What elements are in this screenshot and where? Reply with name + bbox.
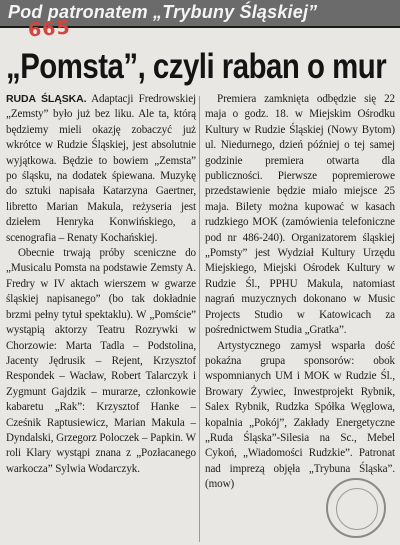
dateline: RUDA ŚLĄSKA. [6, 93, 87, 105]
article-column-left [6, 92, 196, 477]
library-stamp-icon [326, 478, 386, 538]
article-column-right [205, 92, 395, 493]
column-divider [199, 96, 200, 542]
paragraph: Premiera zamknięta odbędzie się 22 maja o godz. 18. w Miejskim Ośrodku Kultury w Rudzie Śląskiej (Nowy Bytom) ul. Niedurnego, dzień później o tej samej godzinie premiera otwarta dla publiczności. Pierwsze popremierowe przedstawienie będzie miało miejsce 25 maja. Bilety można kupować w kasach rudzkiego MOK (zamówienia telefoniczne pod nr 486-240). Organizatorem śląskiej „Pomsty” jest Wydział Kultury Urzędu Miejskiego, Miejski Ośrodek Kultury w Rudzie Śl., PPHU Makula, natomiast nagrań muzycznych dokonano w Music Projects Studio w Katowicach za pośrednictwem Studia „Gratka”. [205, 93, 395, 337]
article-headline: „Pomsta”, czyli raban o mur [6, 47, 387, 86]
banner-text: Pod patronatem „Trybuny Śląskiej” [8, 2, 318, 22]
handwritten-number: 665 [27, 16, 72, 42]
paragraph [6, 92, 196, 246]
paragraph: Artystycznego zamysł wsparła dość pokaźna grupa sponsorów: obok wspomnianych UM i MOK w Rudzie Śl., Browary Żywiec, Inwestprojekt Rybnik, Salex Rybnik, Rudzka Spółka Węglowa, kopalnia „Pokój”, Zakłady Energetyczne „Ruda Śląska”-Silesia na Sc., Mebel Cykoń, „Wiadomości Rudzkie”. Patronat nad imprezą objęła „Trybuna Śląska”. (mow) [205, 339, 395, 491]
paragraph-text: Adaptacji Fredrowskiej „Zemsty” było już bez liku. Ale ta, którą będziemy mieli okazję zobaczyć już wkrótce w Rudzie Śląskiej, jest absolutnie wyjątkowa. Będzie to bowiem „Zemsta” po śląsku, na dodatek śpiewana. Muzykę do sztuki napisała Katarzyna Gaertner, libretto Marian Makula, reżyseria jest dziełem Henryka Konwińskiego, a scenografia – Renaty Kochańskiej. [6, 93, 197, 244]
paragraph: Obecnie trwają próby sceniczne do „Musicalu Pomsta na podstawie Zemsty A. Fredry w IV aktach wierszem w gwarze śląskiej napisanego” (bo tak dokładnie brzmi pełny tytuł spektaklu). W „Pomście” wystąpią aktorzy Teatru Rozrywki w Chorzowie: Marta Tadla – Podstolina, Jacenty Jędrusik – Rejent, Krzysztof Respondek – Wacław, Robert Talarczyk i Zygmunt Gajdzik – murarze, członkowie kabaretu „Rak”: Krzysztof Hanke – Cześnik Raptusiewicz, Marian Makula – Dyndalski, Grzegorz Poloczek – Papkin. W roli Klary wystąpi znana z „Pozłacanego warkocza” Sylwia Wodarczyk. [6, 247, 196, 475]
